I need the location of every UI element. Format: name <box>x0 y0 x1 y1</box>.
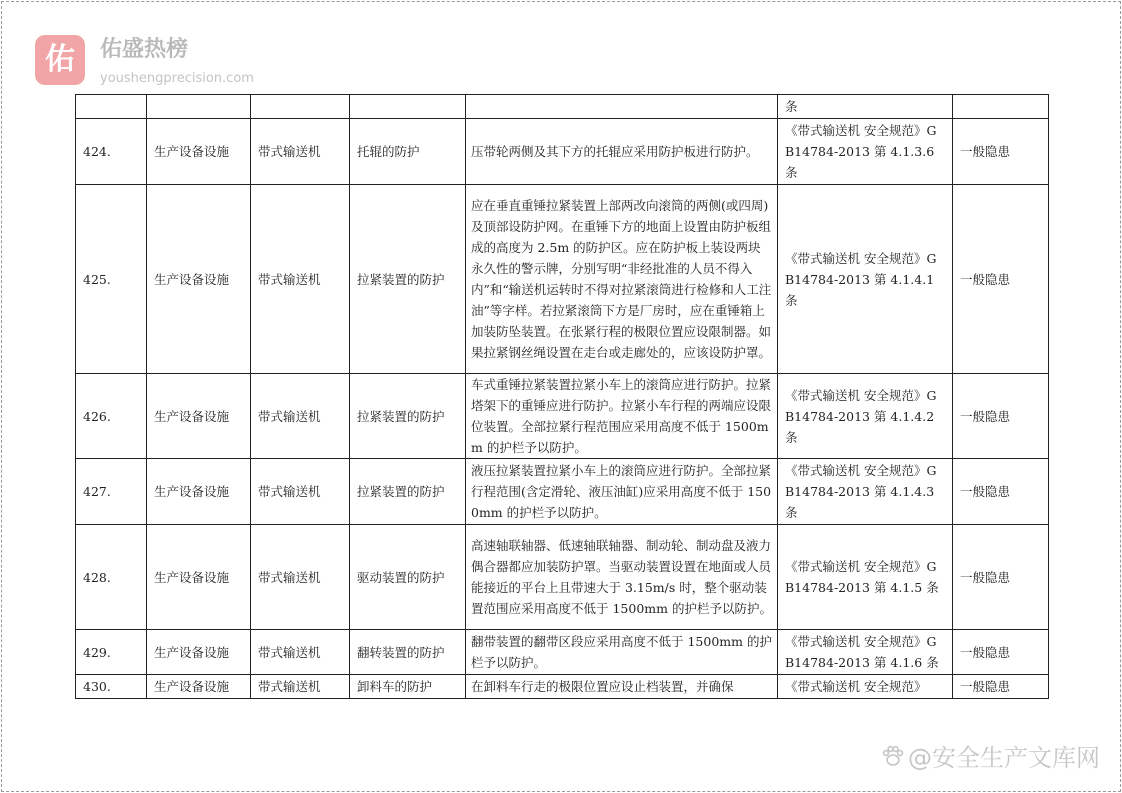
cell-item: 驱动装置的防护 <box>350 525 466 630</box>
watermark-top <box>35 35 254 86</box>
cell-equipment: 带式输送机 <box>251 119 350 185</box>
continuation-row <box>76 95 1049 119</box>
cell-item: 拉紧装置的防护 <box>350 374 466 459</box>
cell-category: 生产设备设施 <box>147 675 251 699</box>
cell-level: 一般隐患 <box>953 374 1049 459</box>
watermark-bottom-text: @安全生产文库网 <box>908 744 1100 772</box>
cell-equipment: 带式输送机 <box>251 525 350 630</box>
cell-equipment: 带式输送机 <box>251 374 350 459</box>
watermark-text <box>100 35 254 86</box>
cell-requirement: 高速轴联轴器、低速轴联轴器、制动轮、制动盘及液力偶合器都应加装防护罩。当驱动装置设置在地面或人员能接近的平台上且带速大于 3.15m/s 时，整个驱动装置范围应采用高度不低于 1500mm 的护栏予以防护。 <box>466 525 778 630</box>
cell-num: 430. <box>76 675 147 699</box>
table-row <box>76 374 1049 459</box>
cell-standard: 《带式输送机 安全规范》GB14784-2013 第 4.1.4.2 条 <box>778 374 953 459</box>
cell-level <box>953 95 1049 119</box>
watermark-site: youshengprecision.com <box>100 71 254 86</box>
cell-standard: 条 <box>778 95 953 119</box>
cell-num: 424. <box>76 119 147 185</box>
cell-requirement: 压带轮两侧及其下方的托辊应采用防护板进行防护。 <box>466 119 778 185</box>
cell-level: 一般隐患 <box>953 119 1049 185</box>
watermark-bottom <box>880 738 1100 773</box>
cell-requirement: 应在垂直重锤拉紧装置上部两改向滚筒的两侧(或四周)及顶部设防护网。在重锤下方的地面上设置由防护板组成的高度为 2.5m 的防护区。应在防护板上装设两块永久性的警示牌，分别写明“非经批准的人员不得入内”和“输送机运转时不得对拉紧滚筒进行检修和人工注油”等字样。若拉紧滚筒下方是厂房时，应在重锤箱上加装防坠装置。在张紧行程的极限位置应设限制器。如果拉紧钢丝绳设置在走台或走廊处的，应该设防护罩。 <box>466 185 778 374</box>
cell-item: 翻转装置的防护 <box>350 630 466 675</box>
cell-requirement: 在卸料车行走的极限位置应设止档装置，并确保 <box>466 675 778 699</box>
cell-equipment: 带式输送机 <box>251 459 350 525</box>
cell-level: 一般隐患 <box>953 185 1049 374</box>
cell-num: 429. <box>76 630 147 675</box>
cell-level: 一般隐患 <box>953 525 1049 630</box>
cell-item <box>350 95 466 119</box>
cell-category: 生产设备设施 <box>147 374 251 459</box>
cell-requirement: 液压拉紧装置拉紧小车上的滚筒应进行防护。全部拉紧行程范围(含定滑轮、液压油缸)应采用高度不低于 1500mm 的护栏予以防护。 <box>466 459 778 525</box>
table-row <box>76 459 1049 525</box>
cell-category: 生产设备设施 <box>147 119 251 185</box>
cell-equipment: 带式输送机 <box>251 185 350 374</box>
table-row <box>76 675 1049 699</box>
regulations-table <box>75 94 1049 699</box>
cell-category: 生产设备设施 <box>147 630 251 675</box>
cell-equipment <box>251 95 350 119</box>
cell-standard: 《带式输送机 安全规范》GB14784-2013 第 4.1.6 条 <box>778 630 953 675</box>
cell-num: 428. <box>76 525 147 630</box>
paw-icon <box>880 743 906 769</box>
cell-item: 拉紧装置的防护 <box>350 185 466 374</box>
cell-category: 生产设备设施 <box>147 185 251 374</box>
cell-num: 426. <box>76 374 147 459</box>
cell-category: 生产设备设施 <box>147 459 251 525</box>
watermark-logo-icon: 佑 <box>35 35 85 85</box>
cell-standard: 《带式输送机 安全规范》 <box>778 675 953 699</box>
cell-level: 一般隐患 <box>953 630 1049 675</box>
table-row <box>76 630 1049 675</box>
watermark-name: 佑盛热榜 <box>100 37 189 62</box>
cell-level: 一般隐患 <box>953 459 1049 525</box>
table-row <box>76 525 1049 630</box>
cell-num: 425. <box>76 185 147 374</box>
cell-standard: 《带式输送机 安全规范》GB14784-2013 第 4.1.3.6 条 <box>778 119 953 185</box>
cell-level: 一般隐患 <box>953 675 1049 699</box>
cell-equipment: 带式输送机 <box>251 675 350 699</box>
cell-standard: 《带式输送机 安全规范》GB14784-2013 第 4.1.5 条 <box>778 525 953 630</box>
cell-item: 卸料车的防护 <box>350 675 466 699</box>
cell-item: 托辊的防护 <box>350 119 466 185</box>
cell-standard: 《带式输送机 安全规范》GB14784-2013 第 4.1.4.3 条 <box>778 459 953 525</box>
cell-item: 拉紧装置的防护 <box>350 459 466 525</box>
cell-requirement <box>466 95 778 119</box>
cell-category: 生产设备设施 <box>147 525 251 630</box>
cell-requirement: 翻带装置的翻带区段应采用高度不低于 1500mm 的护栏予以防护。 <box>466 630 778 675</box>
cell-requirement: 车式重锤拉紧装置拉紧小车上的滚筒应进行防护。拉紧塔架下的重锤应进行防护。拉紧小车行程的两端应设限位装置。全部拉紧行程范围应采用高度不低于 1500mm 的护栏予以防护。 <box>466 374 778 459</box>
cell-standard: 《带式输送机 安全规范》GB14784-2013 第 4.1.4.1 条 <box>778 185 953 374</box>
cell-num <box>76 95 147 119</box>
table-row <box>76 185 1049 374</box>
cell-equipment: 带式输送机 <box>251 630 350 675</box>
cell-category <box>147 95 251 119</box>
table-row <box>76 119 1049 185</box>
cell-num: 427. <box>76 459 147 525</box>
